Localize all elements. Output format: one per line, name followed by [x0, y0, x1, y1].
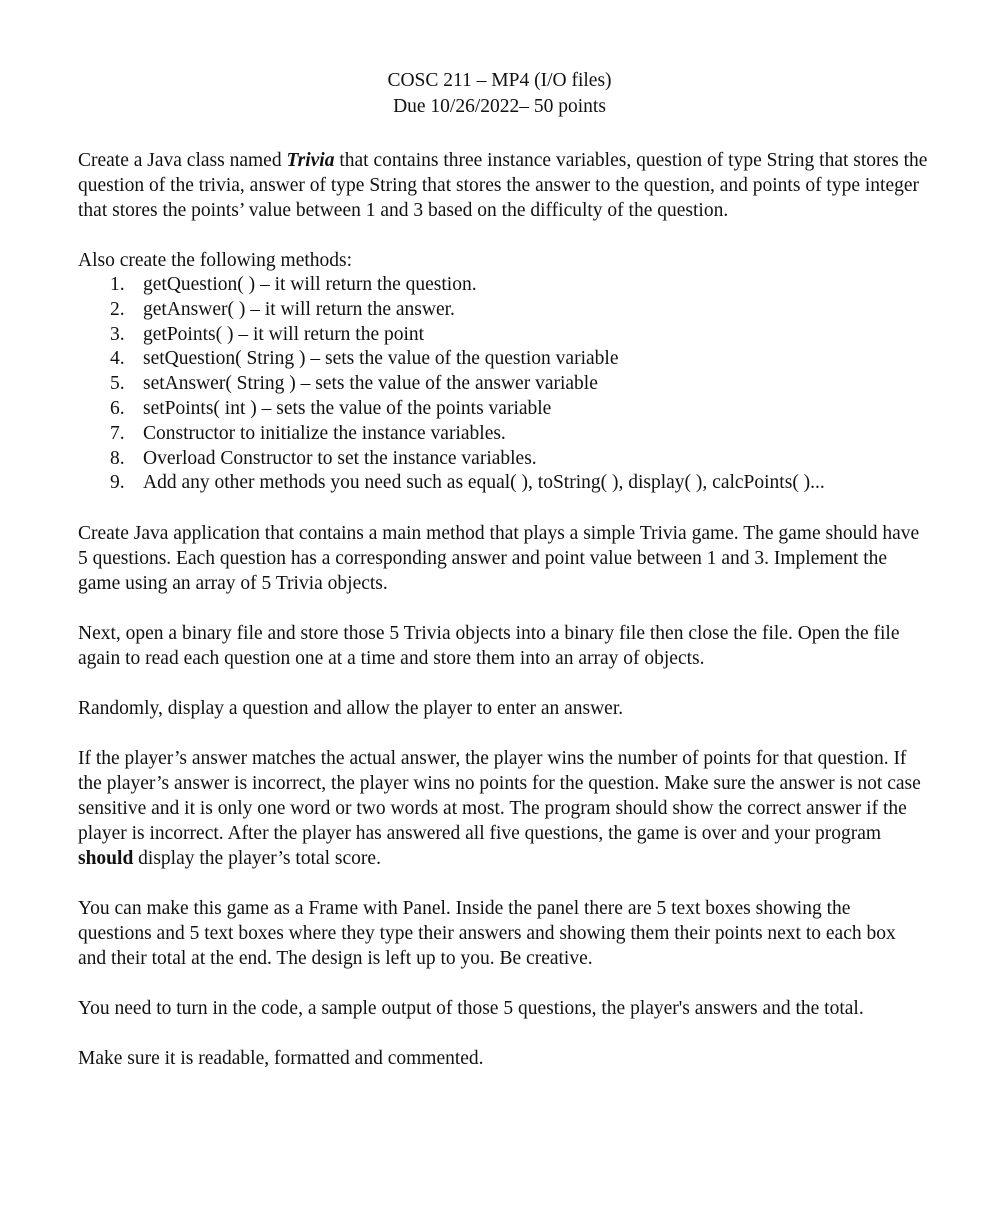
list-item-number: 1. — [110, 274, 125, 295]
scoring-paragraph — [78, 746, 928, 871]
list-item — [78, 273, 928, 298]
list-item — [78, 298, 928, 323]
list-item-text: Constructor to initialize the instance variables. — [143, 422, 506, 444]
readability-paragraph: Make sure it is readable, formatted and commented. — [78, 1048, 484, 1070]
scoring-text-before: If the player’s answer matches the actual answer, the player wins the number of points for that question. If the player’s answer is incorrect, the player wins no points for the question. Make sure the answer is not case sensitive and it is only one word or two words at most. The program should show the correct answer if the player is incorrect. After the player has answered all five questions, the game is over and your program — [78, 748, 921, 845]
list-item-text: getQuestion( ) – it will return the question. — [143, 274, 477, 295]
document-page — [78, 68, 928, 1071]
list-item-number: 7. — [110, 422, 125, 444]
list-item-text: Add any other methods you need such as equal( ), toString( ), display( ), calcPoints( )... — [143, 472, 825, 494]
list-item-number: 8. — [110, 447, 125, 469]
list-item-text: getAnswer( ) – it will return the answer. — [143, 298, 455, 320]
list-item — [78, 323, 928, 348]
intro-text-before: Create a Java class named — [78, 150, 287, 171]
list-item — [78, 397, 928, 422]
intro-paragraph — [78, 148, 928, 223]
list-item-number: 2. — [110, 298, 125, 320]
list-item — [78, 372, 928, 397]
list-item — [78, 471, 928, 496]
random-question-paragraph: Randomly, display a question and allow the player to enter an answer. — [78, 698, 624, 720]
methods-heading: Also create the following methods: — [78, 250, 353, 271]
list-item-number: 9. — [110, 472, 125, 494]
list-item — [78, 447, 928, 472]
list-item-number: 4. — [110, 348, 125, 370]
course-title: COSC 211 – MP4 (I/O files) — [387, 70, 612, 91]
list-item-text: setPoints( int ) – sets the value of the points variable — [143, 397, 552, 419]
scoring-text-after: display the player’s total score. — [133, 848, 381, 870]
document-header — [78, 68, 921, 120]
list-item-text: setAnswer( String ) – sets the value of the answer variable — [143, 373, 598, 395]
list-item-text: getPoints( ) – it will return the point — [143, 323, 425, 345]
class-name: Trivia — [286, 150, 335, 171]
methods-list — [78, 273, 928, 496]
intro-text-after: that contains three instance variables, question of type String that stores the question of the trivia, answer of type String that stores the answer to the question, and points of type integer that stores the points’ value between 1 and 3 based on the difficulty of the question. — [78, 150, 928, 221]
scoring-emphasis: should — [78, 848, 134, 870]
list-item-text: setQuestion( String ) – sets the value of the question variable — [143, 348, 619, 370]
methods-section — [78, 248, 928, 496]
due-date: Due 10/26/2022– 50 points — [393, 96, 606, 117]
list-item-number: 6. — [110, 397, 125, 419]
application-paragraph: Create Java application that contains a main method that plays a simple Trivia game. The game should have 5 questions. Each question has a corresponding answer and point value between 1 and 3. Implement the game using an array of 5 Trivia objects. — [78, 523, 920, 595]
list-item — [78, 347, 928, 372]
list-item — [78, 422, 928, 447]
list-item-number: 5. — [110, 373, 125, 395]
list-item-text: Overload Constructor to set the instance variables. — [143, 447, 537, 469]
binary-file-paragraph: Next, open a binary file and store those 5 Trivia objects into a binary file then close the file. Open the file again to read each question one at a time and store them into an array of objects. — [78, 623, 900, 670]
turn-in-paragraph: You need to turn in the code, a sample output of those 5 questions, the player's answers and the total. — [78, 998, 864, 1020]
frame-panel-paragraph: You can make this game as a Frame with Panel. Inside the panel there are 5 text boxes showing the questions and 5 text boxes where they type their answers and showing them their points next to each box and their total at the end. The design is left up to you. Be creative. — [78, 898, 896, 970]
list-item-number: 3. — [110, 323, 125, 345]
